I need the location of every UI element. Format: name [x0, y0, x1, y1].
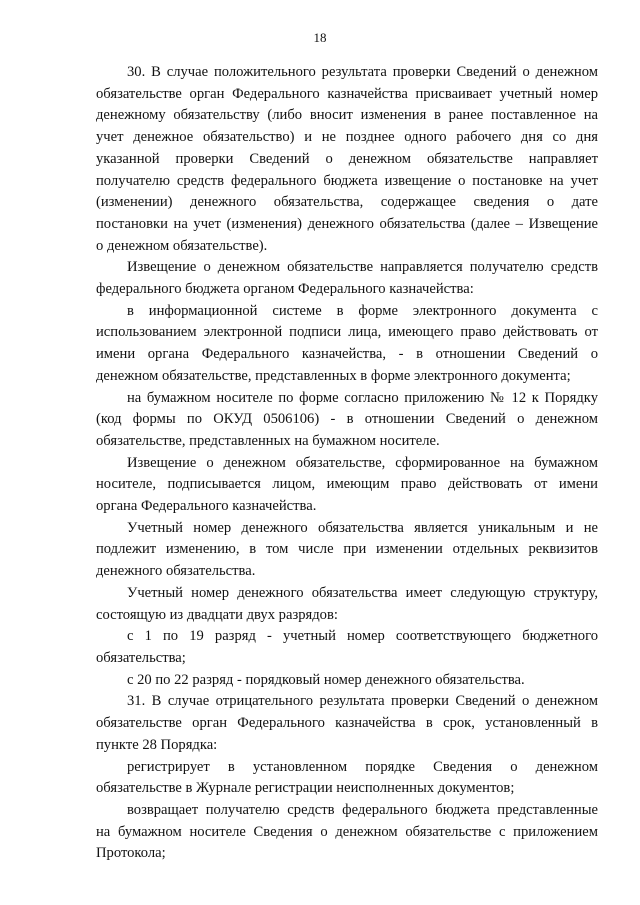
text-line: Учетный номер денежного обязательства является уникальным и не [127, 519, 598, 536]
text-line: на бумажном носителе Сведения о денежном обязательстве с приложением [96, 823, 598, 840]
text-line: федерального бюджета органом Федерального казначейства: [96, 281, 474, 298]
text-line: состоящую из двадцати двух разрядов: [96, 606, 338, 623]
text-line: (код формы по ОКУД 0506106) - в отношении Сведений о денежном [96, 411, 598, 428]
paragraph-p-paper [96, 388, 598, 453]
text-line: указанной проверки Сведений о денежном обязательстве направляет [96, 150, 598, 167]
text-line: регистрирует в установленном порядке Сведения о денежном [127, 758, 598, 775]
text-line: органа Федерального казначейства. [96, 498, 317, 515]
text-line: (изменении) денежного обязательства, содержащее сведения о дате [96, 194, 598, 211]
text-line: денежного обязательства. [96, 563, 256, 580]
text-line: постановки на учет (изменения) денежного обязательства (далее – Извещение [96, 215, 598, 232]
text-line: носителе, подписывается лицом, имеющим право действовать от имени [96, 476, 598, 493]
text-line: Протокола; [96, 845, 166, 862]
paragraph-p-unique [96, 518, 598, 583]
paragraph-p-structure [96, 583, 598, 626]
text-line: с 1 по 19 разряд - учетный номер соответствующего бюджетного [127, 628, 598, 645]
paragraph-p-notice-sent [96, 257, 598, 300]
text-line: обязательстве в Журнале регистрации неисполненных документов; [96, 780, 515, 797]
paragraph-p-digits-20-22 [96, 670, 598, 692]
text-line: обязательстве орган Федерального казначейства присваивает учетный номер [96, 85, 598, 102]
page-number: 18 [313, 30, 327, 45]
text-line: имени органа Федерального казначейства, - в отношении Сведений о [96, 346, 598, 363]
text-line: о денежном обязательстве). [96, 237, 268, 254]
text-line: возвращает получателю средств федерального бюджета представленные [127, 801, 598, 818]
text-line: учет денежное обязательство) и не позднее одного рабочего дня со дня [96, 129, 598, 146]
text-line: 31. В случае отрицательного результата проверки Сведений о денежном [127, 693, 598, 710]
paragraph-p-digits-1-19 [96, 626, 598, 669]
paragraph-p31 [96, 691, 598, 756]
text-line: использованием электронной подписи лица, имеющего право действовать от [96, 324, 598, 341]
text-line: обязательстве, представленных на бумажном носителе. [96, 432, 440, 449]
text-line: с 20 по 22 разряд - порядковый номер денежного обязательства. [127, 671, 525, 688]
text-line: подлежит изменению, в том числе при изменении отдельных реквизитов [96, 541, 598, 558]
text-line: на бумажном носителе по форме согласно приложению № 12 к Порядку [127, 389, 598, 406]
text-line: Извещение о денежном обязательстве направляется получателю средств [127, 259, 598, 276]
text-line: денежном обязательстве, представленных в форме электронного документа; [96, 367, 571, 384]
text-line: пункте 28 Порядка: [96, 736, 218, 753]
text-line: денежному обязательству (либо вносит изменения в ранее поставленное на [96, 107, 598, 124]
text-line: Извещение о денежном обязательстве, сформированное на бумажном [127, 454, 598, 471]
paragraph-p-return [96, 800, 598, 865]
text-line: обязательства; [96, 649, 186, 666]
text-line: получателю средств федерального бюджета извещение о постановке на учет [96, 172, 598, 189]
paragraph-p-electronic [96, 301, 598, 388]
text-line: в информационной системе в форме электронного документа с [127, 302, 598, 319]
paragraph-p30 [96, 62, 598, 257]
paragraph-p-register [96, 757, 598, 800]
text-line: обязательстве орган Федерального казначейства в срок, установленный в [96, 715, 598, 732]
paragraph-p-signed [96, 453, 598, 518]
text-line: Учетный номер денежного обязательства имеет следующую структуру, [127, 584, 598, 601]
text-line: 30. В случае положительного результата проверки Сведений о денежном [127, 64, 598, 80]
document-body [96, 62, 598, 865]
